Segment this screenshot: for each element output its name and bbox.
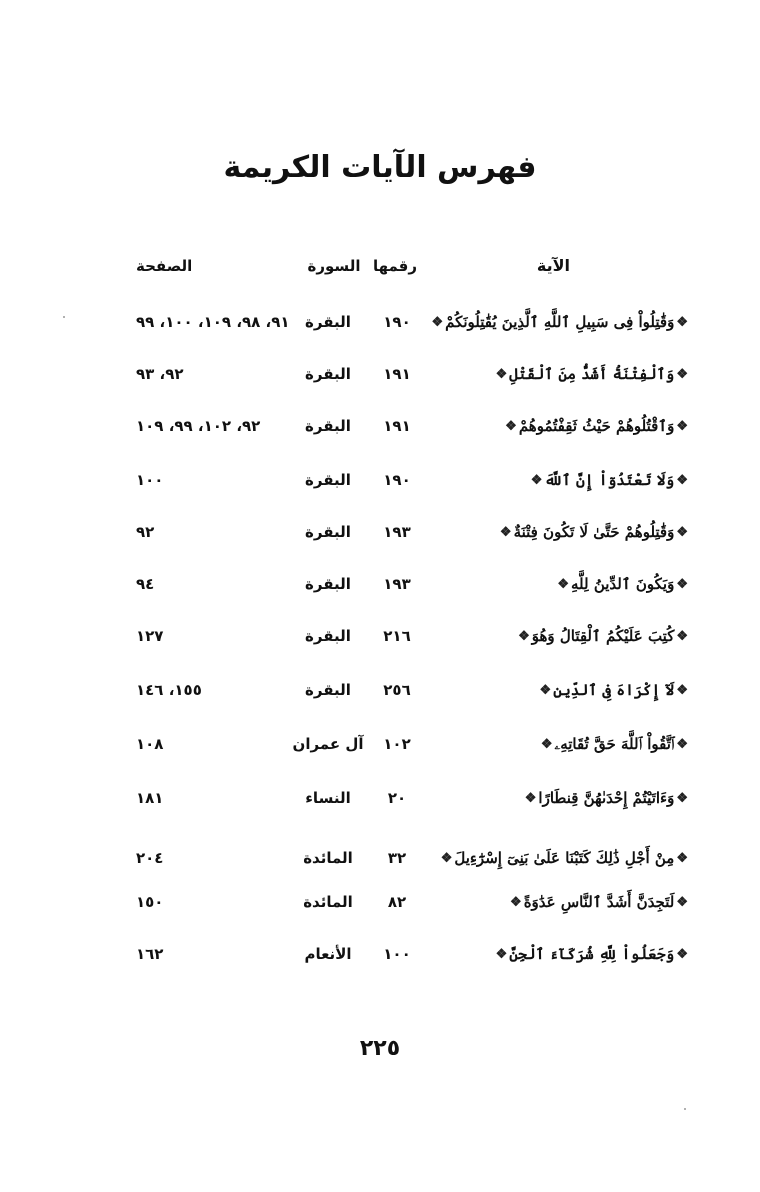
table-row xyxy=(0,838,760,878)
table-row xyxy=(0,882,760,922)
surah-cell: المائدة xyxy=(303,849,353,867)
rosette-ornament-icon: ❖ xyxy=(557,577,570,592)
page-title: فهرس الآيات الكريمة xyxy=(223,150,537,185)
rosette-ornament-icon: ❖ xyxy=(676,737,688,752)
page-refs-cell: ١٥٠ xyxy=(136,893,164,911)
verse-number-cell: ٢١٦ xyxy=(383,627,411,645)
verse-cell xyxy=(498,512,690,553)
table-row xyxy=(0,934,760,974)
scan-speck xyxy=(684,1108,686,1110)
rosette-ornament-icon: ❖ xyxy=(505,419,517,434)
table-row xyxy=(0,406,760,446)
verse-cell xyxy=(494,354,690,395)
rosette-ornament-icon: ❖ xyxy=(676,525,688,540)
table-row xyxy=(0,724,760,764)
rosette-ornament-icon: ❖ xyxy=(530,473,543,488)
verse-cell xyxy=(538,670,690,711)
rosette-ornament-icon: ❖ xyxy=(518,629,530,644)
verse-cell xyxy=(439,838,690,879)
verse-number-cell: ٢٥٦ xyxy=(383,681,411,699)
rosette-ornament-icon: ❖ xyxy=(539,683,552,698)
rosette-ornament-icon: ❖ xyxy=(495,947,508,962)
rosette-ornament-icon: ❖ xyxy=(499,525,512,540)
verse-number-cell: ٣٢ xyxy=(387,849,407,867)
surah-cell: البقرة xyxy=(305,575,351,593)
rosette-ornament-icon: ❖ xyxy=(676,577,688,592)
table-header-row xyxy=(0,246,760,286)
verse-number-cell: ١٩٣ xyxy=(383,575,411,593)
verse-cell xyxy=(529,460,690,501)
table-row xyxy=(0,670,760,710)
page-refs-cell: ١٦٢ xyxy=(136,945,164,963)
table-row xyxy=(0,564,760,604)
rosette-ornament-icon: ❖ xyxy=(495,367,508,382)
header-number: رقمها xyxy=(372,257,418,275)
header-surah: السورة xyxy=(307,257,361,275)
header-verse: الآية xyxy=(536,256,570,275)
verse-number-cell: ١٠٠ xyxy=(383,945,411,963)
surah-cell: البقرة xyxy=(305,627,351,645)
page-refs-cell: ١٠٨ xyxy=(136,735,164,753)
rosette-ornament-icon: ❖ xyxy=(524,791,537,806)
verse-number-cell: ١٩٠ xyxy=(383,471,411,489)
verse-text: وَلَا تَعْتَدُوٓاْ إِنَّ ٱللَّهَ xyxy=(544,471,675,489)
page-refs-cell: ٩١، ٩٨، ١٠٩، ١٠٠، ٩٩ xyxy=(136,313,290,331)
page-number: ٢٢٥ xyxy=(359,1036,401,1061)
verse-cell xyxy=(516,616,690,657)
verse-text: وَيَكُونَ ٱلدِّينُ لِلَّهِ xyxy=(571,575,675,593)
rosette-ornament-icon: ❖ xyxy=(676,851,688,866)
rosette-ornament-icon: ❖ xyxy=(676,895,688,910)
rosette-ornament-icon: ❖ xyxy=(676,367,688,382)
verse-number-cell: ٢٠ xyxy=(387,789,407,807)
verse-text: مِنْ أَجْلِ ذَٰلِكَ كَتَبْنَا عَلَىٰ بَنِىٓ إِسْرَٰٓءِيلَ xyxy=(454,849,675,867)
verse-cell xyxy=(494,934,690,975)
rosette-ornament-icon: ❖ xyxy=(540,737,553,752)
rosette-ornament-icon: ❖ xyxy=(676,947,688,962)
surah-cell: البقرة xyxy=(305,365,351,383)
surah-cell: آل عمران xyxy=(292,735,364,753)
rosette-ornament-icon: ❖ xyxy=(676,473,688,488)
page-refs-cell: ١٢٧ xyxy=(136,627,164,645)
rosette-ornament-icon: ❖ xyxy=(676,315,688,330)
verse-number-cell: ١٠٢ xyxy=(383,735,411,753)
verse-text: وَءَاتَيْتُمْ إِحْدَىٰهُنَّ قِنطَارًا xyxy=(538,789,675,807)
verse-number-cell: ٨٢ xyxy=(387,893,407,911)
verse-cell xyxy=(523,778,690,819)
surah-cell: النساء xyxy=(305,789,351,807)
table-row xyxy=(0,354,760,394)
verse-cell xyxy=(539,724,690,765)
rosette-ornament-icon: ❖ xyxy=(676,683,688,698)
page-refs-cell: ١٠٠ xyxy=(136,471,164,489)
verse-number-cell: ١٩٠ xyxy=(383,313,411,331)
verse-number-cell: ١٩١ xyxy=(383,417,411,435)
rosette-ornament-icon: ❖ xyxy=(510,895,522,910)
table-row xyxy=(0,460,760,500)
rosette-ornament-icon: ❖ xyxy=(676,629,688,644)
surah-cell: البقرة xyxy=(305,417,351,435)
page-refs-cell: ١٨١ xyxy=(136,789,164,807)
table-row xyxy=(0,616,760,656)
surah-cell: البقرة xyxy=(305,471,351,489)
surah-cell: البقرة xyxy=(305,523,351,541)
verse-cell xyxy=(429,302,690,343)
verse-text: وَٱقْتُلُوهُمْ حَيْثُ ثَقِفْتُمُوهُمْ xyxy=(518,417,675,435)
rosette-ornament-icon: ❖ xyxy=(440,851,453,866)
page-refs-cell: ١٥٥، ١٤٦ xyxy=(136,681,202,699)
verse-cell xyxy=(508,882,690,923)
surah-cell: المائدة xyxy=(303,893,353,911)
verse-cell xyxy=(503,406,690,447)
verse-text: وَٱلْفِتْنَةُ أَشَدُّ مِنَ ٱلْقَتْلِ xyxy=(509,365,675,383)
verse-text: لَآ إِكْرَاهَ فِى ٱلدِّينِ xyxy=(553,681,675,699)
rosette-ornament-icon: ❖ xyxy=(676,791,688,806)
header-page: الصفحة xyxy=(136,257,193,275)
page-refs-cell: ٩٢، ٩٣ xyxy=(136,365,184,383)
verse-text: ٱتَّقُواْ ٱللَّهَ حَقَّ تُقَاتِهِۦ xyxy=(554,735,675,753)
surah-cell: الأنعام xyxy=(304,945,352,963)
surah-cell: البقرة xyxy=(305,681,351,699)
page-refs-cell: ٩٢ xyxy=(136,523,155,541)
page-refs-cell: ٢٠٤ xyxy=(136,849,164,867)
scan-speck xyxy=(63,316,65,318)
verse-number-cell: ١٩٣ xyxy=(383,523,411,541)
surah-cell: البقرة xyxy=(305,313,351,331)
table-row xyxy=(0,778,760,818)
page-refs-cell: ٩٤ xyxy=(136,575,155,593)
verse-text: وَجَعَلُواْ لِلَّهِ شُرَكَآءَ ٱلْجِنَّ xyxy=(509,945,675,963)
verse-text: وَقَٰتِلُواْ فِى سَبِيلِ ٱللَّهِ ٱلَّذِينَ يُقَٰتِلُونَكُمْ xyxy=(445,313,675,331)
rosette-ornament-icon: ❖ xyxy=(431,315,444,330)
table-row xyxy=(0,302,760,342)
verse-text: لَتَجِدَنَّ أَشَدَّ ٱلنَّاسِ عَدَٰوَةً xyxy=(523,893,675,911)
verse-number-cell: ١٩١ xyxy=(383,365,411,383)
rosette-ornament-icon: ❖ xyxy=(676,419,688,434)
verse-text: كُتِبَ عَلَيْكُمُ ٱلْقِتَالُ وَهُوَ xyxy=(531,627,675,645)
page-refs-cell: ٩٢، ١٠٢، ٩٩، ١٠٩ xyxy=(136,417,261,435)
verse-text: وَقَٰتِلُوهُمْ حَتَّىٰ لَا تَكُونَ فِتْنَةٌ xyxy=(513,523,675,541)
verse-cell xyxy=(555,564,690,605)
table-row xyxy=(0,512,760,552)
